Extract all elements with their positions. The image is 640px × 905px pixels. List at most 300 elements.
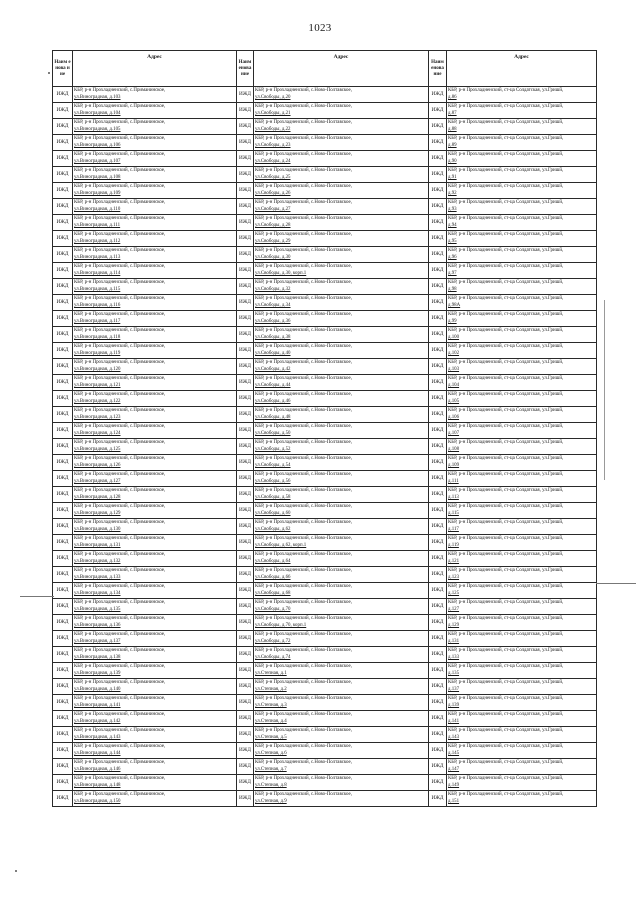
address-line: д.106 [448,415,460,420]
address-line: КБР, р-н Прохладненский, ст-ца Солдатская, ул.Гришй, [448,536,564,541]
address-cell [447,631,597,647]
address-cell [447,759,597,775]
address-cell [447,199,597,215]
address-cell [254,359,429,375]
table-row [53,519,597,535]
table-row [53,663,597,679]
address-line: КБР, р-н Прохладненский, с.Приманинское, [74,312,166,317]
address-line: КБР, р-н Прохладненский, с.Приманинское, [74,88,166,93]
object-type-cell: ИЖД [237,647,254,663]
address-line: КБР, р-н Прохладненский, с.Ново-Полтавское, [255,408,352,413]
address-line: КБР, р-н Прохладненский, с.Приманинское, [74,152,166,157]
table-row [53,503,597,519]
table-row [53,711,597,727]
object-type-cell: ИЖД [53,167,73,183]
address-line: КБР, р-н Прохладненский, ст-ца Солдатская, ул.Гришй, [448,424,564,429]
address-line: КБР, р-н Прохладненский, ст-ца Солдатская, ул.Гришй, [448,648,564,653]
address-line: д.98А [448,303,461,308]
address-line: ул.Степная, д.9 [255,799,287,804]
address-line: ул.Свободы, д.72 [255,639,291,644]
address-line: ул.Виноградная, д.125 [74,447,121,452]
object-type-cell: ИЖД [53,119,73,135]
object-type-cell: ИЖД [53,103,73,119]
address-line: КБР, р-н Прохладненский, с.Ново-Полтавское, [255,456,352,461]
address-line: КБР, р-н Прохладненский, с.Ново-Полтавское, [255,280,352,285]
object-type-cell: ИЖД [429,151,447,167]
address-cell [447,567,597,583]
address-cell [254,599,429,615]
address-cell [73,407,237,423]
address-line: КБР, р-н Прохладненский, с.Ново-Полтавское, [255,776,352,781]
address-line: КБР, р-н Прохладненский, ст-ца Солдатская, ул.Гришй, [448,216,564,221]
header-type-1: Наим енова ние [53,51,73,87]
object-type-cell: ИЖД [237,567,254,583]
address-cell [254,183,429,199]
address-line: КБР, р-н Прохладненский, с.Приманинское, [74,696,166,701]
object-type-cell: ИЖД [237,167,254,183]
object-type-cell: ИЖД [429,679,447,695]
address-line: КБР, р-н Прохладненский, ст-ца Солдатская, ул.Гришй, [448,552,564,557]
address-line: д.143 [448,735,460,740]
table-row [53,615,597,631]
address-line: КБР, р-н Прохладненский, с.Ново-Полтавское, [255,104,352,109]
object-type-cell: ИЖД [237,103,254,119]
address-line: ул.Свободы, д.70, корп.1 [255,623,307,628]
object-type-cell: ИЖД [53,759,73,775]
object-type-cell: ИЖД [237,759,254,775]
object-type-cell: ИЖД [429,567,447,583]
address-line: КБР, р-н Прохладненский, с.Приманинское, [74,776,166,781]
address-line: ул.Свободы, д.60 [255,511,291,516]
address-line: д.93 [448,207,457,212]
object-type-cell: ИЖД [429,215,447,231]
table-row [53,791,597,807]
table-row [53,231,597,247]
object-type-cell: ИЖД [53,87,73,103]
address-line: ул.Свободы, д.26 [255,191,291,196]
address-cell [73,679,237,695]
address-cell [73,439,237,455]
address-line: КБР, р-н Прохладненский, с.Ново-Полтавское, [255,584,352,589]
address-cell [254,455,429,471]
address-line: ул.Свободы, д.46 [255,399,291,404]
address-line: КБР, р-н Прохладненский, ст-ца Солдатская, ул.Гришй, [448,280,564,285]
address-cell [254,631,429,647]
object-type-cell: ИЖД [237,695,254,711]
address-line: ул.Свободы, д.22 [255,127,291,132]
address-line: КБР, р-н Прохладненский, с.Приманинское, [74,792,166,797]
table-row [53,167,597,183]
address-cell [447,791,597,807]
address-cell [254,231,429,247]
object-type-cell: ИЖД [429,199,447,215]
object-type-cell: ИЖД [53,215,73,231]
object-type-cell: ИЖД [53,503,73,519]
address-line: ул.Виноградная, д.121 [74,383,121,388]
address-line: КБР, р-н Прохладненский, ст-ца Солдатская, ул.Гришй, [448,600,564,605]
address-line: КБР, р-н Прохладненский, ст-ца Солдатская, ул.Гришй, [448,376,564,381]
address-line: ул.Виноградная, д.130 [74,527,121,532]
table-row [53,647,597,663]
object-type-cell: ИЖД [53,743,73,759]
address-line: КБР, р-н Прохладненский, ст-ца Солдатская, ул.Гришй, [448,584,564,589]
address-cell [254,135,429,151]
address-line: КБР, р-н Прохладненский, с.Приманинское, [74,504,166,509]
address-line: ул.Виноградная, д.115 [74,287,121,292]
address-cell [447,359,597,375]
address-line: д.121 [448,559,460,564]
scan-mark-left [20,596,54,597]
table-row [53,471,597,487]
address-line: ул.Свободы, д.62, корп.1 [255,543,307,548]
address-line: КБР, р-н Прохладненский, с.Ново-Полтавское, [255,296,352,301]
address-cell [254,775,429,791]
address-line: КБР, р-н Прохладненский, с.Ново-Полтавское, [255,424,352,429]
object-type-cell: ИЖД [429,391,447,407]
address-line: КБР, р-н Прохладненский, ст-ца Солдатская, ул.Гришй, [448,312,564,317]
address-cell [447,775,597,791]
table-row [53,455,597,471]
address-cell [447,167,597,183]
address-line: КБР, р-н Прохладненский, с.Приманинское, [74,648,166,653]
address-line: д.127 [448,607,460,612]
object-type-cell: ИЖД [429,231,447,247]
scan-dot [15,870,17,872]
address-cell [73,503,237,519]
address-line: ул.Степная, д.8 [255,783,287,788]
address-line: КБР, р-н Прохладненский, с.Ново-Полтавское, [255,760,352,765]
object-type-cell: ИЖД [237,775,254,791]
table-row [53,727,597,743]
address-line: ул.Свободы, д.21 [255,111,291,116]
address-line: КБР, р-н Прохладненский, с.Ново-Полтавское, [255,88,352,93]
address-line: ул.Степная, д.1 [255,671,287,676]
address-line: ул.Виноградная, д.119 [74,351,121,356]
object-type-cell: ИЖД [429,359,447,375]
object-type-cell: ИЖД [53,775,73,791]
object-type-cell: ИЖД [53,791,73,807]
table-row [53,695,597,711]
object-type-cell: ИЖД [237,503,254,519]
address-line: КБР, р-н Прохладненский, ст-ца Солдатская, ул.Гришй, [448,680,564,685]
object-type-cell: ИЖД [237,551,254,567]
object-type-cell: ИЖД [429,439,447,455]
address-line: КБР, р-н Прохладненский, с.Приманинское, [74,392,166,397]
object-type-cell: ИЖД [53,471,73,487]
address-cell [73,279,237,295]
address-line: ул.Виноградная, д.140 [74,687,121,692]
object-type-cell: ИЖД [237,343,254,359]
address-line: КБР, р-н Прохладненский, с.Приманинское, [74,296,166,301]
address-cell [254,759,429,775]
address-line: д.99 [448,319,457,324]
address-cell [73,647,237,663]
address-cell [254,263,429,279]
address-cell [447,743,597,759]
object-type-cell: ИЖД [237,791,254,807]
address-line: д.92 [448,191,457,196]
address-line: д.105 [448,399,460,404]
address-line: КБР, р-н Прохладненский, с.Ново-Полтавское, [255,152,352,157]
address-line: КБР, р-н Прохладненский, с.Ново-Полтавское, [255,472,352,477]
object-type-cell: ИЖД [237,615,254,631]
address-cell [254,439,429,455]
address-line: КБР, р-н Прохладненский, с.Приманинское, [74,168,166,173]
address-line: КБР, р-н Прохладненский, ст-ца Солдатская, ул.Гришй, [448,520,564,525]
address-line: д.100 [448,335,460,340]
object-type-cell: ИЖД [237,199,254,215]
address-cell [73,215,237,231]
address-cell [73,151,237,167]
address-line: КБР, р-н Прохладненский, ст-ца Солдатская, ул.Гришй, [448,776,564,781]
object-type-cell: ИЖД [53,151,73,167]
address-line: КБР, р-н Прохладненский, с.Ново-Полтавское, [255,440,352,445]
object-type-cell: ИЖД [53,487,73,503]
address-line: КБР, р-н Прохладненский, ст-ца Солдатская, ул.Гришй, [448,440,564,445]
address-cell [447,519,597,535]
table-row [53,87,597,103]
address-line: ул.Свободы, д.62 [255,527,291,532]
address-line: ул.Свободы, д.30, корп.1 [255,271,307,276]
address-line: д.123 [448,575,460,580]
object-type-cell: ИЖД [237,87,254,103]
address-line: ул.Свободы, д.44 [255,383,291,388]
address-line: КБР, р-н Прохладненский, с.Ново-Полтавское, [255,392,352,397]
address-cell [254,407,429,423]
address-line: ул.Виноградная, д.122 [74,399,121,404]
address-line: ул.Виноградная, д.123 [74,415,121,420]
table-row [53,199,597,215]
address-line: ул.Виноградная, д.146 [74,767,121,772]
address-cell [73,423,237,439]
address-line: ул.Виноградная, д.132 [74,559,121,564]
object-type-cell: ИЖД [237,231,254,247]
address-cell [254,391,429,407]
object-type-cell: ИЖД [429,647,447,663]
address-line: КБР, р-н Прохладненский, с.Ново-Полтавское, [255,216,352,221]
address-line: КБР, р-н Прохладненский, ст-ца Солдатская, ул.Гришй, [448,616,564,621]
object-type-cell: ИЖД [429,663,447,679]
object-type-cell: ИЖД [237,295,254,311]
address-line: ул.Виноградная, д.148 [74,783,121,788]
address-cell [254,375,429,391]
address-line: КБР, р-н Прохладненский, с.Ново-Полтавское, [255,200,352,205]
object-type-cell: ИЖД [53,359,73,375]
object-type-cell: ИЖД [53,535,73,551]
address-cell [447,119,597,135]
address-line: ул.Степная, д.7 [255,767,287,772]
address-cell [73,775,237,791]
address-line: ул.Свободы, д.28 [255,223,291,228]
object-type-cell: ИЖД [237,583,254,599]
object-type-cell: ИЖД [53,263,73,279]
table-row [53,279,597,295]
address-line: КБР, р-н Прохладненский, с.Приманинское, [74,664,166,669]
object-type-cell: ИЖД [237,423,254,439]
table-row [53,599,597,615]
address-line: КБР, р-н Прохладненский, с.Ново-Полтавское, [255,696,352,701]
address-cell [73,535,237,551]
address-line: КБР, р-н Прохладненский, ст-ца Солдатская, ул.Гришй, [448,664,564,669]
address-line: КБР, р-н Прохладненский, с.Приманинское, [74,472,166,477]
address-line: КБР, р-н Прохладненский, ст-ца Солдатская, ул.Гришй, [448,744,564,749]
address-cell [254,743,429,759]
address-line: ул.Виноградная, д.135 [74,607,121,612]
address-cell [73,743,237,759]
object-type-cell: ИЖД [237,151,254,167]
address-cell [254,519,429,535]
object-type-cell: ИЖД [53,439,73,455]
address-cell [447,183,597,199]
table-row [53,135,597,151]
address-cell [254,727,429,743]
address-line: ул.Виноградная, д.110 [74,207,121,212]
address-line: КБР, р-н Прохладненский, ст-ца Солдатская, ул.Гришй, [448,568,564,573]
object-type-cell: ИЖД [429,775,447,791]
address-line: КБР, р-н Прохладненский, с.Ново-Полтавское, [255,344,352,349]
object-type-cell: ИЖД [429,519,447,535]
address-line: КБР, р-н Прохладненский, с.Ново-Полтавское, [255,648,352,653]
object-type-cell: ИЖД [429,551,447,567]
address-line: ул.Виноградная, д.113 [74,255,121,260]
address-line: КБР, р-н Прохладненский, с.Приманинское, [74,376,166,381]
address-line: КБР, р-н Прохладненский, с.Приманинское, [74,360,166,365]
object-type-cell: ИЖД [429,711,447,727]
object-type-cell: ИЖД [53,311,73,327]
address-cell [447,423,597,439]
object-type-cell: ИЖД [429,615,447,631]
address-line: КБР, р-н Прохладненский, ст-ца Солдатская, ул.Гришй, [448,296,564,301]
address-line: КБР, р-н Прохладненский, ст-ца Солдатская, ул.Гришй, [448,472,564,477]
address-line: КБР, р-н Прохладненский, с.Приманинское, [74,216,166,221]
address-cell [254,615,429,631]
address-line: КБР, р-н Прохладненский, с.Ново-Полтавское, [255,168,352,173]
object-type-cell: ИЖД [53,727,73,743]
address-line: ул.Виноградная, д.107 [74,159,121,164]
address-line: д.133 [448,655,460,660]
object-type-cell: ИЖД [429,407,447,423]
address-line: КБР, р-н Прохладненский, с.Приманинское, [74,728,166,733]
object-type-cell: ИЖД [429,759,447,775]
address-cell [254,279,429,295]
address-line: ул.Виноградная, д.112 [74,239,121,244]
address-cell [447,279,597,295]
address-line: КБР, р-н Прохладненский, ст-ца Солдатская, ул.Гришй, [448,632,564,637]
address-cell [73,119,237,135]
address-line: ул.Степная, д.4 [255,719,287,724]
address-line: КБР, р-н Прохладненский, с.Ново-Полтавское, [255,664,352,669]
address-line: ул.Степная, д.2 [255,687,287,692]
address-line: ул.Свободы, д.50 [255,431,291,436]
object-type-cell: ИЖД [53,295,73,311]
address-cell [254,151,429,167]
address-line: КБР, р-н Прохладненский, с.Приманинское, [74,200,166,205]
address-line: ул.Свободы, д.25 [255,175,291,180]
address-line: КБР, р-н Прохладненский, с.Приманинское, [74,584,166,589]
address-line: КБР, р-н Прохладненский, с.Приманинское, [74,408,166,413]
object-type-cell: ИЖД [53,695,73,711]
object-type-cell: ИЖД [53,231,73,247]
address-cell [447,391,597,407]
object-type-cell: ИЖД [237,743,254,759]
table-row [53,119,597,135]
object-type-cell: ИЖД [237,439,254,455]
table-row [53,551,597,567]
address-cell [254,679,429,695]
address-line: д.86 [448,95,457,100]
address-line: д.137 [448,687,460,692]
address-line: КБР, р-н Прохладненский, с.Ново-Полтавское, [255,264,352,269]
address-line: д.109 [448,463,460,468]
address-line: ул.Степная, д.3 [255,703,287,708]
object-type-cell: ИЖД [53,679,73,695]
address-line: ул.Виноградная, д.139 [74,671,121,676]
address-cell [73,295,237,311]
address-cell [447,551,597,567]
address-line: КБР, р-н Прохладненский, ст-ца Солдатская, ул.Гришй, [448,88,564,93]
object-type-cell: ИЖД [429,247,447,263]
object-type-cell: ИЖД [237,327,254,343]
table-row [53,631,597,647]
address-cell [73,487,237,503]
address-line: ул.Свободы, д.42 [255,367,291,372]
object-type-cell: ИЖД [53,519,73,535]
address-cell [73,727,237,743]
object-type-cell: ИЖД [237,711,254,727]
header-address-1: Адрес [73,51,237,87]
address-cell [447,247,597,263]
object-type-cell: ИЖД [237,663,254,679]
address-cell [447,439,597,455]
object-type-cell: ИЖД [53,279,73,295]
address-line: ул.Свободы, д.68 [255,591,291,596]
address-cell [73,391,237,407]
table-row [53,439,597,455]
address-line: ул.Виноградная, д.103 [74,95,121,100]
address-cell [447,103,597,119]
address-cell [447,679,597,695]
object-type-cell: ИЖД [429,503,447,519]
address-line: КБР, р-н Прохладненский, с.Ново-Полтавское, [255,632,352,637]
address-cell [254,327,429,343]
scan-edge-line [604,300,605,480]
object-type-cell: ИЖД [429,423,447,439]
address-line: д.113 [448,495,459,500]
address-line: ул.Свободы, д.30 [255,255,291,260]
address-line: д.102 [448,351,460,356]
address-line: д.90 [448,159,457,164]
table-row [53,775,597,791]
address-line: КБР, р-н Прохладненский, с.Ново-Полтавское, [255,792,352,797]
header-address-3: Адрес [447,51,597,87]
object-type-cell: ИЖД [53,599,73,615]
address-line: д.129 [448,623,460,628]
object-type-cell: ИЖД [237,631,254,647]
address-cell [254,535,429,551]
address-cell [73,631,237,647]
address-cell [447,231,597,247]
table-row [53,311,597,327]
address-line: д.119 [448,543,459,548]
address-cell [447,375,597,391]
address-line: КБР, р-н Прохладненский, с.Ново-Полтавское, [255,504,352,509]
address-cell [447,311,597,327]
address-cell [73,567,237,583]
address-line: КБР, р-н Прохладненский, с.Ново-Полтавское, [255,248,352,253]
address-cell [254,311,429,327]
address-line: КБР, р-н Прохладненский, с.Приманинское, [74,616,166,621]
address-register-table [52,50,597,807]
